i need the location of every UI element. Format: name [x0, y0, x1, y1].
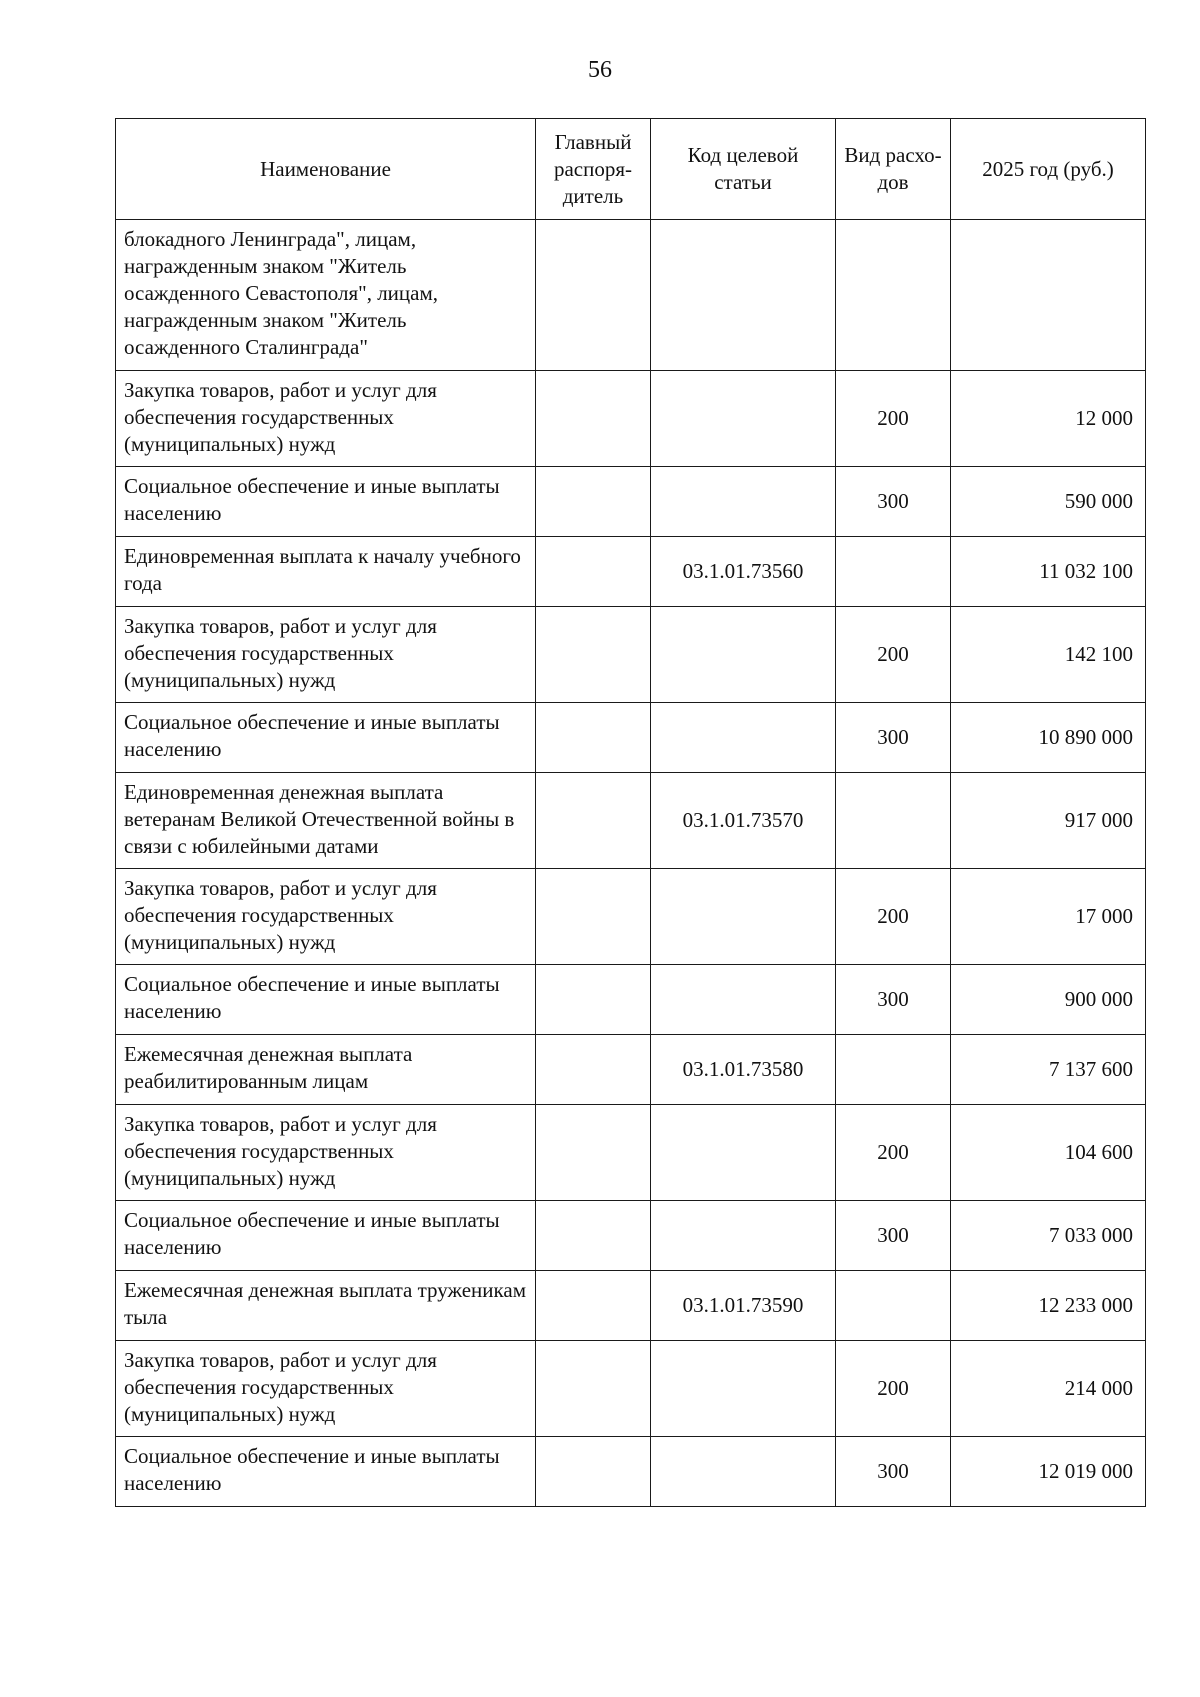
cell-kind: 200 [836, 869, 951, 965]
header-row [116, 119, 1146, 220]
table-row [116, 467, 1146, 537]
cell-name: Закупка товаров, работ и услуг для обеспечения государственных (муниципальных) нужд [116, 371, 536, 467]
cell-sum: 12 233 000 [951, 1271, 1146, 1341]
cell-name: блокадного Ленинграда", лицам, награжденным знаком "Житель осажденного Севастополя", лицам, награжденным знаком "Житель осажденного Сталинграда" [116, 220, 536, 371]
cell-kind [836, 773, 951, 869]
cell-code [651, 607, 836, 703]
cell-kind [836, 220, 951, 371]
cell-kind: 200 [836, 1341, 951, 1437]
cell-kind: 300 [836, 703, 951, 773]
cell-grbs [536, 371, 651, 467]
cell-grbs [536, 467, 651, 537]
cell-code [651, 703, 836, 773]
cell-grbs [536, 220, 651, 371]
cell-sum: 7 033 000 [951, 1201, 1146, 1271]
cell-grbs [536, 1201, 651, 1271]
table-row [116, 1105, 1146, 1201]
cell-sum: 917 000 [951, 773, 1146, 869]
table-row [116, 371, 1146, 467]
cell-name: Закупка товаров, работ и услуг для обеспечения государственных (муниципальных) нужд [116, 869, 536, 965]
cell-code [651, 869, 836, 965]
cell-kind [836, 537, 951, 607]
cell-grbs [536, 1341, 651, 1437]
cell-kind: 300 [836, 467, 951, 537]
table-row [116, 869, 1146, 965]
cell-kind: 300 [836, 1437, 951, 1507]
header-name: Наименование [116, 119, 536, 220]
cell-name: Социальное обеспечение и иные выплаты населению [116, 703, 536, 773]
table-row [116, 220, 1146, 371]
table-row [116, 965, 1146, 1035]
cell-code: 03.1.01.73570 [651, 773, 836, 869]
cell-code: 03.1.01.73560 [651, 537, 836, 607]
cell-sum [951, 220, 1146, 371]
cell-sum: 7 137 600 [951, 1035, 1146, 1105]
cell-name: Единовременная денежная выплата ветеранам Великой Отечественной войны в связи с юбилейными датами [116, 773, 536, 869]
header-grbs: Главный распоря-дитель [536, 119, 651, 220]
cell-grbs [536, 1105, 651, 1201]
cell-kind: 300 [836, 965, 951, 1035]
cell-name: Социальное обеспечение и иные выплаты населению [116, 965, 536, 1035]
cell-sum: 104 600 [951, 1105, 1146, 1201]
cell-name: Закупка товаров, работ и услуг для обеспечения государственных (муниципальных) нужд [116, 1105, 536, 1201]
cell-kind: 300 [836, 1201, 951, 1271]
header-sum: 2025 год (руб.) [951, 119, 1146, 220]
cell-grbs [536, 869, 651, 965]
cell-grbs [536, 703, 651, 773]
cell-grbs [536, 1271, 651, 1341]
table-row [116, 703, 1146, 773]
cell-sum: 12 000 [951, 371, 1146, 467]
page-number: 56 [588, 57, 612, 83]
cell-sum: 142 100 [951, 607, 1146, 703]
cell-grbs [536, 607, 651, 703]
cell-sum: 214 000 [951, 1341, 1146, 1437]
table-row [116, 537, 1146, 607]
table-row [116, 1035, 1146, 1105]
table-row [116, 773, 1146, 869]
cell-code [651, 1201, 836, 1271]
cell-kind: 200 [836, 371, 951, 467]
header-code: Код целевой статьи [651, 119, 836, 220]
table-row [116, 607, 1146, 703]
cell-name: Ежемесячная денежная выплата труженикам тыла [116, 1271, 536, 1341]
cell-name: Единовременная выплата к началу учебного года [116, 537, 536, 607]
cell-name: Закупка товаров, работ и услуг для обеспечения государственных (муниципальных) нужд [116, 607, 536, 703]
cell-name: Социальное обеспечение и иные выплаты населению [116, 1201, 536, 1271]
cell-grbs [536, 1437, 651, 1507]
cell-grbs [536, 1035, 651, 1105]
cell-sum: 12 019 000 [951, 1437, 1146, 1507]
cell-code [651, 965, 836, 1035]
cell-kind [836, 1271, 951, 1341]
cell-code [651, 220, 836, 371]
table-body [116, 220, 1146, 1507]
cell-kind: 200 [836, 1105, 951, 1201]
table-row [116, 1437, 1146, 1507]
header-kind: Вид расхо-дов [836, 119, 951, 220]
budget-table [115, 118, 1146, 1507]
cell-code: 03.1.01.73580 [651, 1035, 836, 1105]
cell-sum: 590 000 [951, 467, 1146, 537]
cell-name: Социальное обеспечение и иные выплаты населению [116, 1437, 536, 1507]
cell-grbs [536, 965, 651, 1035]
cell-name: Ежемесячная денежная выплата реабилитированным лицам [116, 1035, 536, 1105]
cell-sum: 11 032 100 [951, 537, 1146, 607]
cell-sum: 17 000 [951, 869, 1146, 965]
cell-name: Закупка товаров, работ и услуг для обеспечения государственных (муниципальных) нужд [116, 1341, 536, 1437]
cell-code [651, 1341, 836, 1437]
cell-code [651, 1105, 836, 1201]
cell-grbs [536, 773, 651, 869]
cell-grbs [536, 537, 651, 607]
cell-sum: 900 000 [951, 965, 1146, 1035]
cell-code [651, 1437, 836, 1507]
cell-kind: 200 [836, 607, 951, 703]
table-row [116, 1271, 1146, 1341]
cell-code: 03.1.01.73590 [651, 1271, 836, 1341]
cell-sum: 10 890 000 [951, 703, 1146, 773]
cell-kind [836, 1035, 951, 1105]
cell-name: Социальное обеспечение и иные выплаты населению [116, 467, 536, 537]
table-row [116, 1201, 1146, 1271]
cell-code [651, 467, 836, 537]
table-row [116, 1341, 1146, 1437]
cell-code [651, 371, 836, 467]
table-header [116, 119, 1146, 220]
